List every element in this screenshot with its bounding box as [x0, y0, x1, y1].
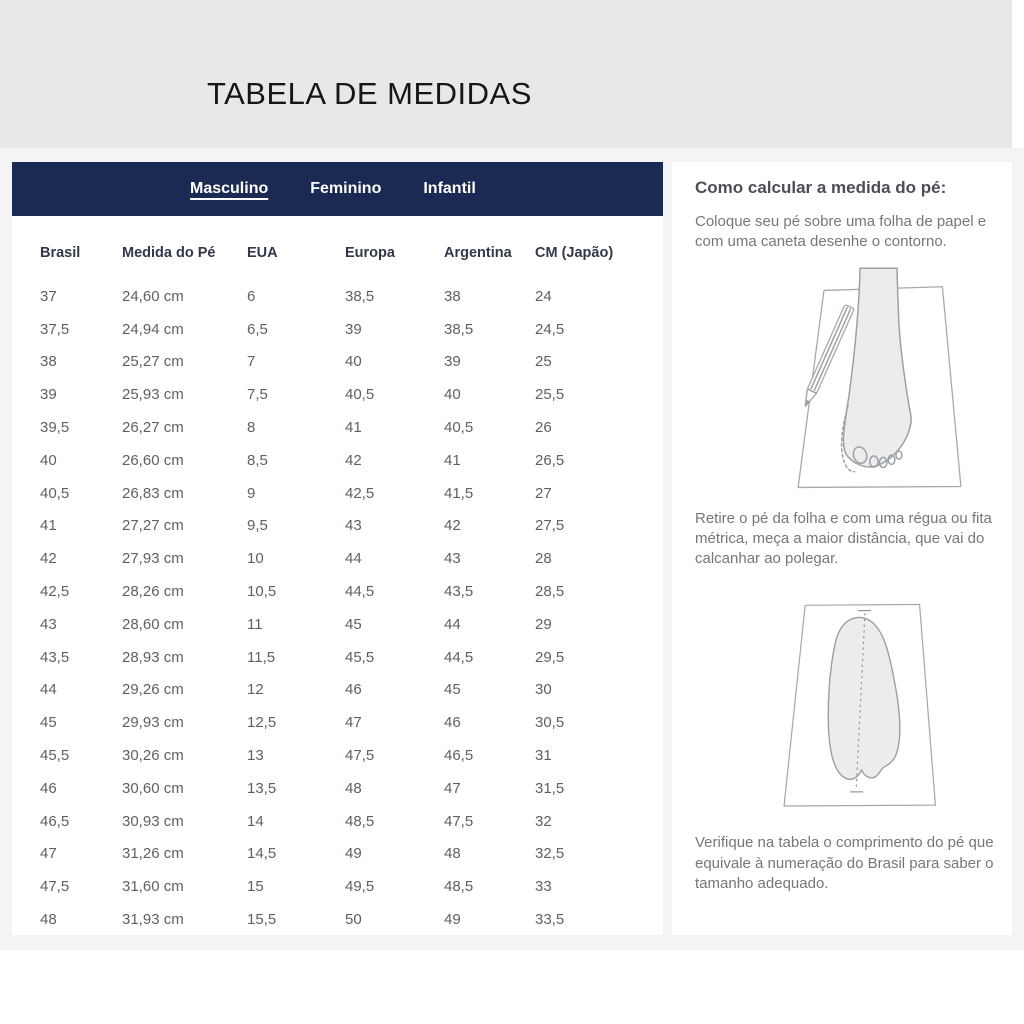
table-cell: 39 [40, 386, 57, 404]
table-cell: 27 [535, 484, 552, 502]
column-header-brasil: Brasil [40, 245, 81, 261]
table-cell: 10,5 [247, 583, 277, 601]
table-cell: 29 [535, 615, 552, 633]
table-cell: 7,5 [247, 386, 268, 404]
table-cell: 40 [345, 353, 362, 371]
table-cell: 27,93 cm [122, 550, 184, 568]
table-cell: 29,26 cm [122, 681, 184, 699]
table-cell: 25 [535, 353, 552, 371]
table-cell: 31,5 [535, 779, 565, 797]
page-title: TABELA DE MEDIDAS [207, 76, 532, 111]
column-header-cm-japao: CM (Japão) [535, 245, 614, 261]
table-cell: 11,5 [247, 648, 276, 666]
table-cell: 30,5 [535, 714, 565, 732]
table-cell: 50 [345, 911, 362, 929]
table-cell: 41 [40, 517, 57, 535]
table-cell: 42,5 [345, 484, 375, 502]
table-cell: 48 [345, 779, 362, 797]
table-cell: 15 [247, 878, 264, 896]
table-cell: 14 [247, 812, 264, 830]
column-header-eua: EUA [247, 245, 278, 261]
table-cell: 28,93 cm [122, 648, 184, 666]
table-row [40, 313, 663, 346]
table-cell: 8,5 [247, 451, 268, 469]
measure-instructions-panel [672, 162, 1012, 935]
table-cell: 25,27 cm [122, 353, 184, 371]
table-cell: 48 [40, 911, 57, 929]
table-row [40, 870, 663, 903]
table-cell: 47 [345, 714, 362, 732]
table-cell: 28,26 cm [122, 583, 184, 601]
table-cell: 24 [535, 287, 552, 305]
table-cell: 27,5 [535, 517, 565, 535]
table-cell: 30,93 cm [122, 812, 184, 830]
table-cell: 39 [345, 320, 362, 338]
table-cell: 47,5 [444, 812, 474, 830]
table-cell: 31,93 cm [122, 911, 184, 929]
column-header-europa: Europa [345, 245, 395, 261]
table-cell: 45 [40, 714, 57, 732]
table-cell: 28,5 [535, 583, 565, 601]
table-cell: 32 [535, 812, 552, 830]
table-row [40, 903, 663, 936]
table-row [40, 411, 663, 444]
table-cell: 39,5 [40, 419, 70, 437]
table-row [40, 378, 663, 411]
table-cell: 28 [535, 550, 552, 568]
table-cell: 38,5 [345, 287, 375, 305]
table-cell: 30,60 cm [122, 779, 184, 797]
table-cell: 33,5 [535, 911, 565, 929]
table-cell: 45 [345, 615, 362, 633]
table-cell: 26 [535, 419, 552, 437]
column-header-medida: Medida do Pé [122, 245, 216, 261]
foot-outline-measure-illustration [777, 583, 953, 823]
table-cell: 49 [444, 911, 461, 929]
table-row [40, 510, 663, 543]
table-cell: 40 [40, 451, 57, 469]
size-table-panel [12, 216, 663, 935]
table-cell: 24,94 cm [122, 320, 184, 338]
table-cell: 29,5 [535, 648, 565, 666]
table-cell: 25,93 cm [122, 386, 184, 404]
table-cell: 40 [444, 386, 461, 404]
table-row [40, 444, 663, 477]
table-body [40, 280, 663, 936]
table-row [40, 674, 663, 707]
table-cell: 43,5 [40, 648, 70, 666]
table-row [40, 542, 663, 575]
table-cell: 31 [535, 747, 552, 765]
table-cell: 9 [247, 484, 256, 502]
table-cell: 31,26 cm [122, 845, 184, 863]
table-cell: 25,5 [535, 386, 565, 404]
tab-masculino[interactable]: Masculino [190, 180, 269, 197]
instructions-step3: Verifique na tabela o comprimento do pé que equivale à numeração do Brasil para saber o tamanho adequado. [695, 834, 994, 892]
table-cell: 41,5 [444, 484, 474, 502]
table-cell: 49,5 [345, 878, 375, 896]
table-cell: 6,5 [247, 320, 268, 338]
table-cell: 43 [345, 517, 362, 535]
foot-tracing-illustration [787, 263, 972, 501]
tab-infantil[interactable]: Infantil [423, 180, 476, 197]
table-row [40, 706, 663, 739]
table-cell: 14,5 [247, 845, 277, 863]
table-cell: 6 [247, 287, 256, 305]
table-row [40, 838, 663, 871]
table-cell: 49 [345, 845, 362, 863]
table-cell: 47,5 [345, 747, 375, 765]
table-cell: 32,5 [535, 845, 565, 863]
table-cell: 12,5 [247, 714, 277, 732]
table-cell: 47 [40, 845, 57, 863]
table-cell: 48,5 [345, 812, 375, 830]
table-cell: 43,5 [444, 583, 474, 601]
table-cell: 42,5 [40, 583, 70, 601]
table-row [40, 772, 663, 805]
table-row [40, 346, 663, 379]
instructions-heading: Como calcular a medida do pé: [695, 178, 947, 197]
tab-feminino[interactable]: Feminino [310, 180, 382, 197]
table-cell: 42 [40, 550, 57, 568]
table-cell: 24,5 [535, 320, 565, 338]
table-cell: 27,27 cm [122, 517, 184, 535]
size-chart-tab-bar [12, 162, 663, 216]
size-table-header-row [40, 238, 663, 268]
table-cell: 8 [247, 419, 256, 437]
table-cell: 40,5 [345, 386, 375, 404]
table-cell: 40,5 [444, 419, 474, 437]
table-cell: 11 [247, 615, 263, 633]
table-row [40, 575, 663, 608]
table-cell: 46,5 [444, 747, 474, 765]
table-cell: 33 [535, 878, 552, 896]
table-cell: 26,60 cm [122, 451, 184, 469]
table-cell: 12 [247, 681, 264, 699]
table-cell: 45,5 [345, 648, 375, 666]
table-cell: 47,5 [40, 878, 70, 896]
table-cell: 47 [444, 779, 461, 797]
table-cell: 42 [444, 517, 461, 535]
instructions-step2: Retire o pé da folha e com uma régua ou fita métrica, meça a maior distância, que vai do calcanhar ao polegar. [695, 509, 992, 567]
table-cell: 41 [345, 419, 362, 437]
table-cell: 39 [444, 353, 461, 371]
table-row [40, 608, 663, 641]
table-cell: 26,27 cm [122, 419, 184, 437]
table-cell: 13 [247, 747, 264, 765]
table-cell: 40,5 [40, 484, 70, 502]
table-cell: 7 [247, 353, 256, 371]
table-cell: 26,83 cm [122, 484, 184, 502]
table-cell: 10 [247, 550, 264, 568]
table-cell: 9,5 [247, 517, 268, 535]
table-cell: 48 [444, 845, 461, 863]
table-cell: 45,5 [40, 747, 70, 765]
table-row [40, 477, 663, 510]
column-header-argentina: Argentina [444, 245, 512, 261]
table-cell: 38 [444, 287, 461, 305]
table-cell: 41 [444, 451, 461, 469]
table-cell: 15,5 [247, 911, 277, 929]
table-cell: 28,60 cm [122, 615, 184, 633]
table-cell: 37,5 [40, 320, 70, 338]
table-cell: 44,5 [444, 648, 474, 666]
table-cell: 44 [444, 615, 461, 633]
table-cell: 43 [40, 615, 57, 633]
table-row [40, 805, 663, 838]
table-cell: 45 [444, 681, 461, 699]
table-cell: 13,5 [247, 779, 277, 797]
header-band [0, 0, 1012, 148]
table-row [40, 739, 663, 772]
table-cell: 46 [444, 714, 461, 732]
table-cell: 44,5 [345, 583, 375, 601]
table-cell: 48,5 [444, 878, 474, 896]
table-cell: 43 [444, 550, 461, 568]
table-row [40, 280, 663, 313]
table-cell: 46,5 [40, 812, 70, 830]
table-cell: 46 [345, 681, 362, 699]
table-cell: 38 [40, 353, 57, 371]
table-cell: 24,60 cm [122, 287, 184, 305]
table-cell: 44 [345, 550, 362, 568]
table-cell: 26,5 [535, 451, 565, 469]
table-cell: 29,93 cm [122, 714, 184, 732]
table-cell: 44 [40, 681, 57, 699]
instructions-step1: Coloque seu pé sobre uma folha de papel e com uma caneta desenhe o contorno. [695, 213, 987, 251]
table-cell: 31,60 cm [122, 878, 184, 896]
table-cell: 46 [40, 779, 57, 797]
table-cell: 30 [535, 681, 552, 699]
table-cell: 42 [345, 451, 362, 469]
table-cell: 37 [40, 287, 57, 305]
table-cell: 38,5 [444, 320, 474, 338]
table-cell: 30,26 cm [122, 747, 184, 765]
table-row [40, 641, 663, 674]
